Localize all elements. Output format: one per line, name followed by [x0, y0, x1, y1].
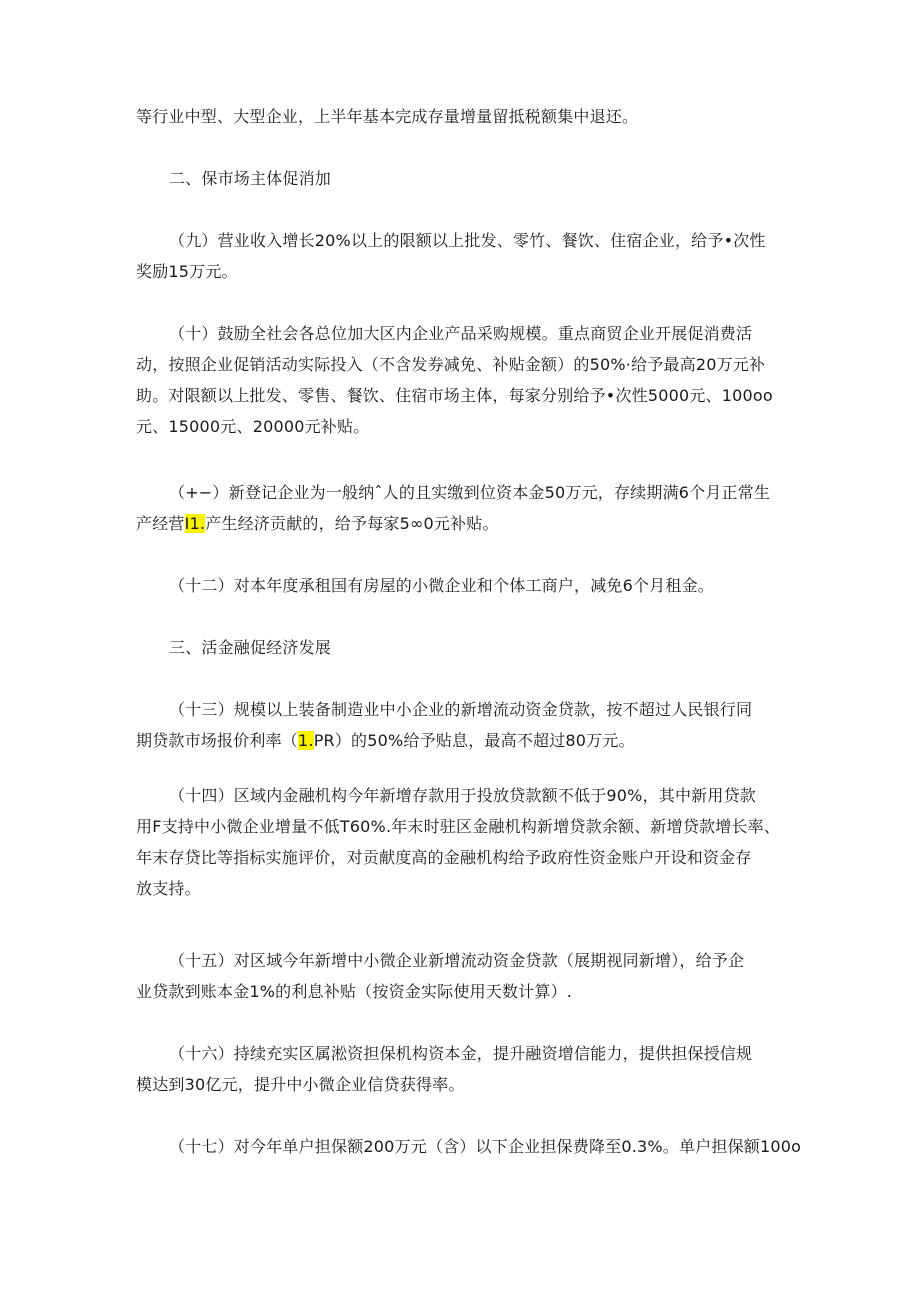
text-line: （九）营业收入增长20%以上的限额以上批发、零竹、餐饮、住宿企业，给予•次性: [169, 231, 766, 250]
text-line: 业贷款到账本金1%的利息补贴（按资金实际使用天数计算）.: [136, 982, 573, 1001]
text-line: [136, 725, 796, 756]
text-fragment: 产经营: [136, 514, 185, 533]
paragraph-item-12: [136, 570, 796, 601]
text-line: （十七）对今年单户担保额200万元（含）以下企业担保费降至0.3%。单户担保额100o: [169, 1137, 802, 1156]
text-line: （十四）区域内金融机构今年新增存款用于投放贷款额不低于90%，其中新用贷款: [169, 786, 756, 805]
text-line: （十）鼓励全社会各总位加大区内企业产品采购规模。重点商贸企业开展促消费活: [169, 324, 753, 343]
text-fragment: PR）的50%给予贴息，最高不超过80万元。: [313, 731, 635, 750]
highlighted-text: 1.: [298, 731, 314, 750]
text-line: （十二）对本年度承租国有房屋的小微企业和个体工商户，减免6个月租金。: [169, 576, 714, 595]
text-line: （十六）持续充实区属淞资担保机构资本金，提升融资增信能力，提供担保授信规: [169, 1044, 753, 1063]
paragraph-item-15: [136, 945, 796, 1007]
text-line: （十五）对区域今年新增中小微企业新增流动资金贷款（展期视同新增），给予企: [169, 951, 745, 970]
paragraph-item-13: [136, 694, 796, 756]
paragraph-item-11: [136, 477, 796, 539]
text-line: 助。对限额以上批发、零售、餐饮、住宿市场主体，每家分别给予•次性5000元、100oo: [136, 386, 773, 405]
text-fragment: 产生经济贡献的，给予每家5∞0元补贴。: [205, 514, 499, 533]
paragraph-0: [136, 101, 796, 132]
text-line: （+−）新登记企业为一般纳ˆ人的且实缴到位资本金50万元，存续期满6个月正常生: [169, 483, 771, 502]
text-line: 动，按照企业促销活动实际投入（不含发券减免、补贴金额）的50%·给予最高20万元补: [136, 355, 766, 374]
text-line: 奖励15万元。: [136, 262, 238, 281]
text-line: 模达到30亿元，提升中小微企业信贷获得率。: [136, 1075, 465, 1094]
paragraph-item-10: [136, 318, 796, 442]
highlighted-text: I1.: [184, 514, 206, 533]
text-line: 等行业中型、大型企业，上半年基本完成存量增量留抵税额集中退还。: [136, 107, 639, 126]
paragraph-item-14: [136, 780, 796, 904]
text-fragment: 期贷款市场报价利率（: [136, 731, 299, 750]
text-line: 三、活金融促经济发展: [169, 638, 332, 657]
paragraph-item-16: [136, 1038, 796, 1100]
text-line: 用F支持中小微企业增量不低T60%.年末时驻区金融机构新增贷款余额、新增贷款增长率、: [136, 817, 781, 836]
text-line: 元、15000元、20000元补贴。: [136, 417, 370, 436]
text-line: 放支持。: [136, 879, 201, 898]
text-line: [136, 508, 796, 539]
section-heading-3: [136, 632, 829, 663]
paragraph-item-17: [136, 1131, 802, 1162]
text-line: （十三）规模以上装备制造业中小企业的新增流动资金贷款，按不超过人民银行同: [169, 700, 753, 719]
text-line: 二、保市场主体促消加: [169, 169, 332, 188]
paragraph-item-9: [136, 225, 796, 287]
section-heading-2: [136, 163, 829, 194]
text-line: 年末存贷比等指标实施评价，对贡献度高的金融机构给予政府性资金账户开设和资金存: [136, 848, 752, 867]
